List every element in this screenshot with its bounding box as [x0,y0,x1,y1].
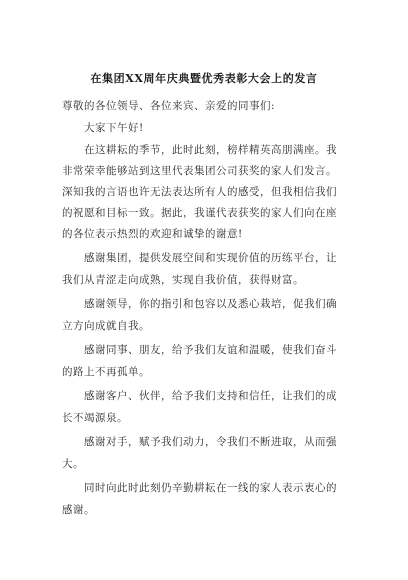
paragraph-line: 的祝愿和目标一致。据此，我谨代表获奖的家人们向在座 [62,207,337,219]
paragraph-line: 感谢集团，提供发展空间和实现价值的历练平台，让 [84,252,337,264]
salutation: 尊敬的各位领导、各位来宾、亲爱的同事们: [62,100,276,112]
paragraph-line: 感谢同事、朋友，给予我们友谊和温暖，使我们奋斗 [84,344,337,356]
paragraph-line: 大。 [62,458,84,470]
paragraph-line: 我们从青涩走向成熟，实现自我价值，获得财富。 [62,274,304,286]
paragraph-line: 感谢对手，赋予我们动力，令我们不断进取，从而强 [84,436,337,448]
document-title: 在集团XX周年庆典暨优秀表彰大会上的发言 [90,72,318,85]
paragraph-line: 的各位表示热烈的欢迎和诚挚的谢意! [62,228,243,240]
paragraph-line: 长不竭源泉。 [62,412,128,424]
paragraph-line: 非常荣幸能够站到这里代表集团公司获奖的家人们发言。 [62,165,337,177]
paragraph-line: 同时向此时此刻仍辛勤耕耘在一线的家人表示衷心的 [84,482,337,494]
paragraph-line: 深知我的言语也许无法表达所有人的感受，但我相信我们 [62,186,337,198]
paragraph-line: 大家下午好! [84,122,144,134]
paragraph-line: 的路上不再孤单。 [62,366,150,378]
paragraph-line: 在这耕耘的季节，此时此刻，榜样精英高朋满座。我 [84,144,337,156]
paragraph-line: 感谢领导，你的指引和包容以及悉心栽培，促我们确 [84,298,337,310]
paragraph-line: 感谢客户、伙伴，给予我们支持和信任，让我们的成 [84,390,337,402]
paragraph-line: 立方向成就自我。 [62,320,150,332]
paragraph-line: 感谢。 [62,504,95,516]
